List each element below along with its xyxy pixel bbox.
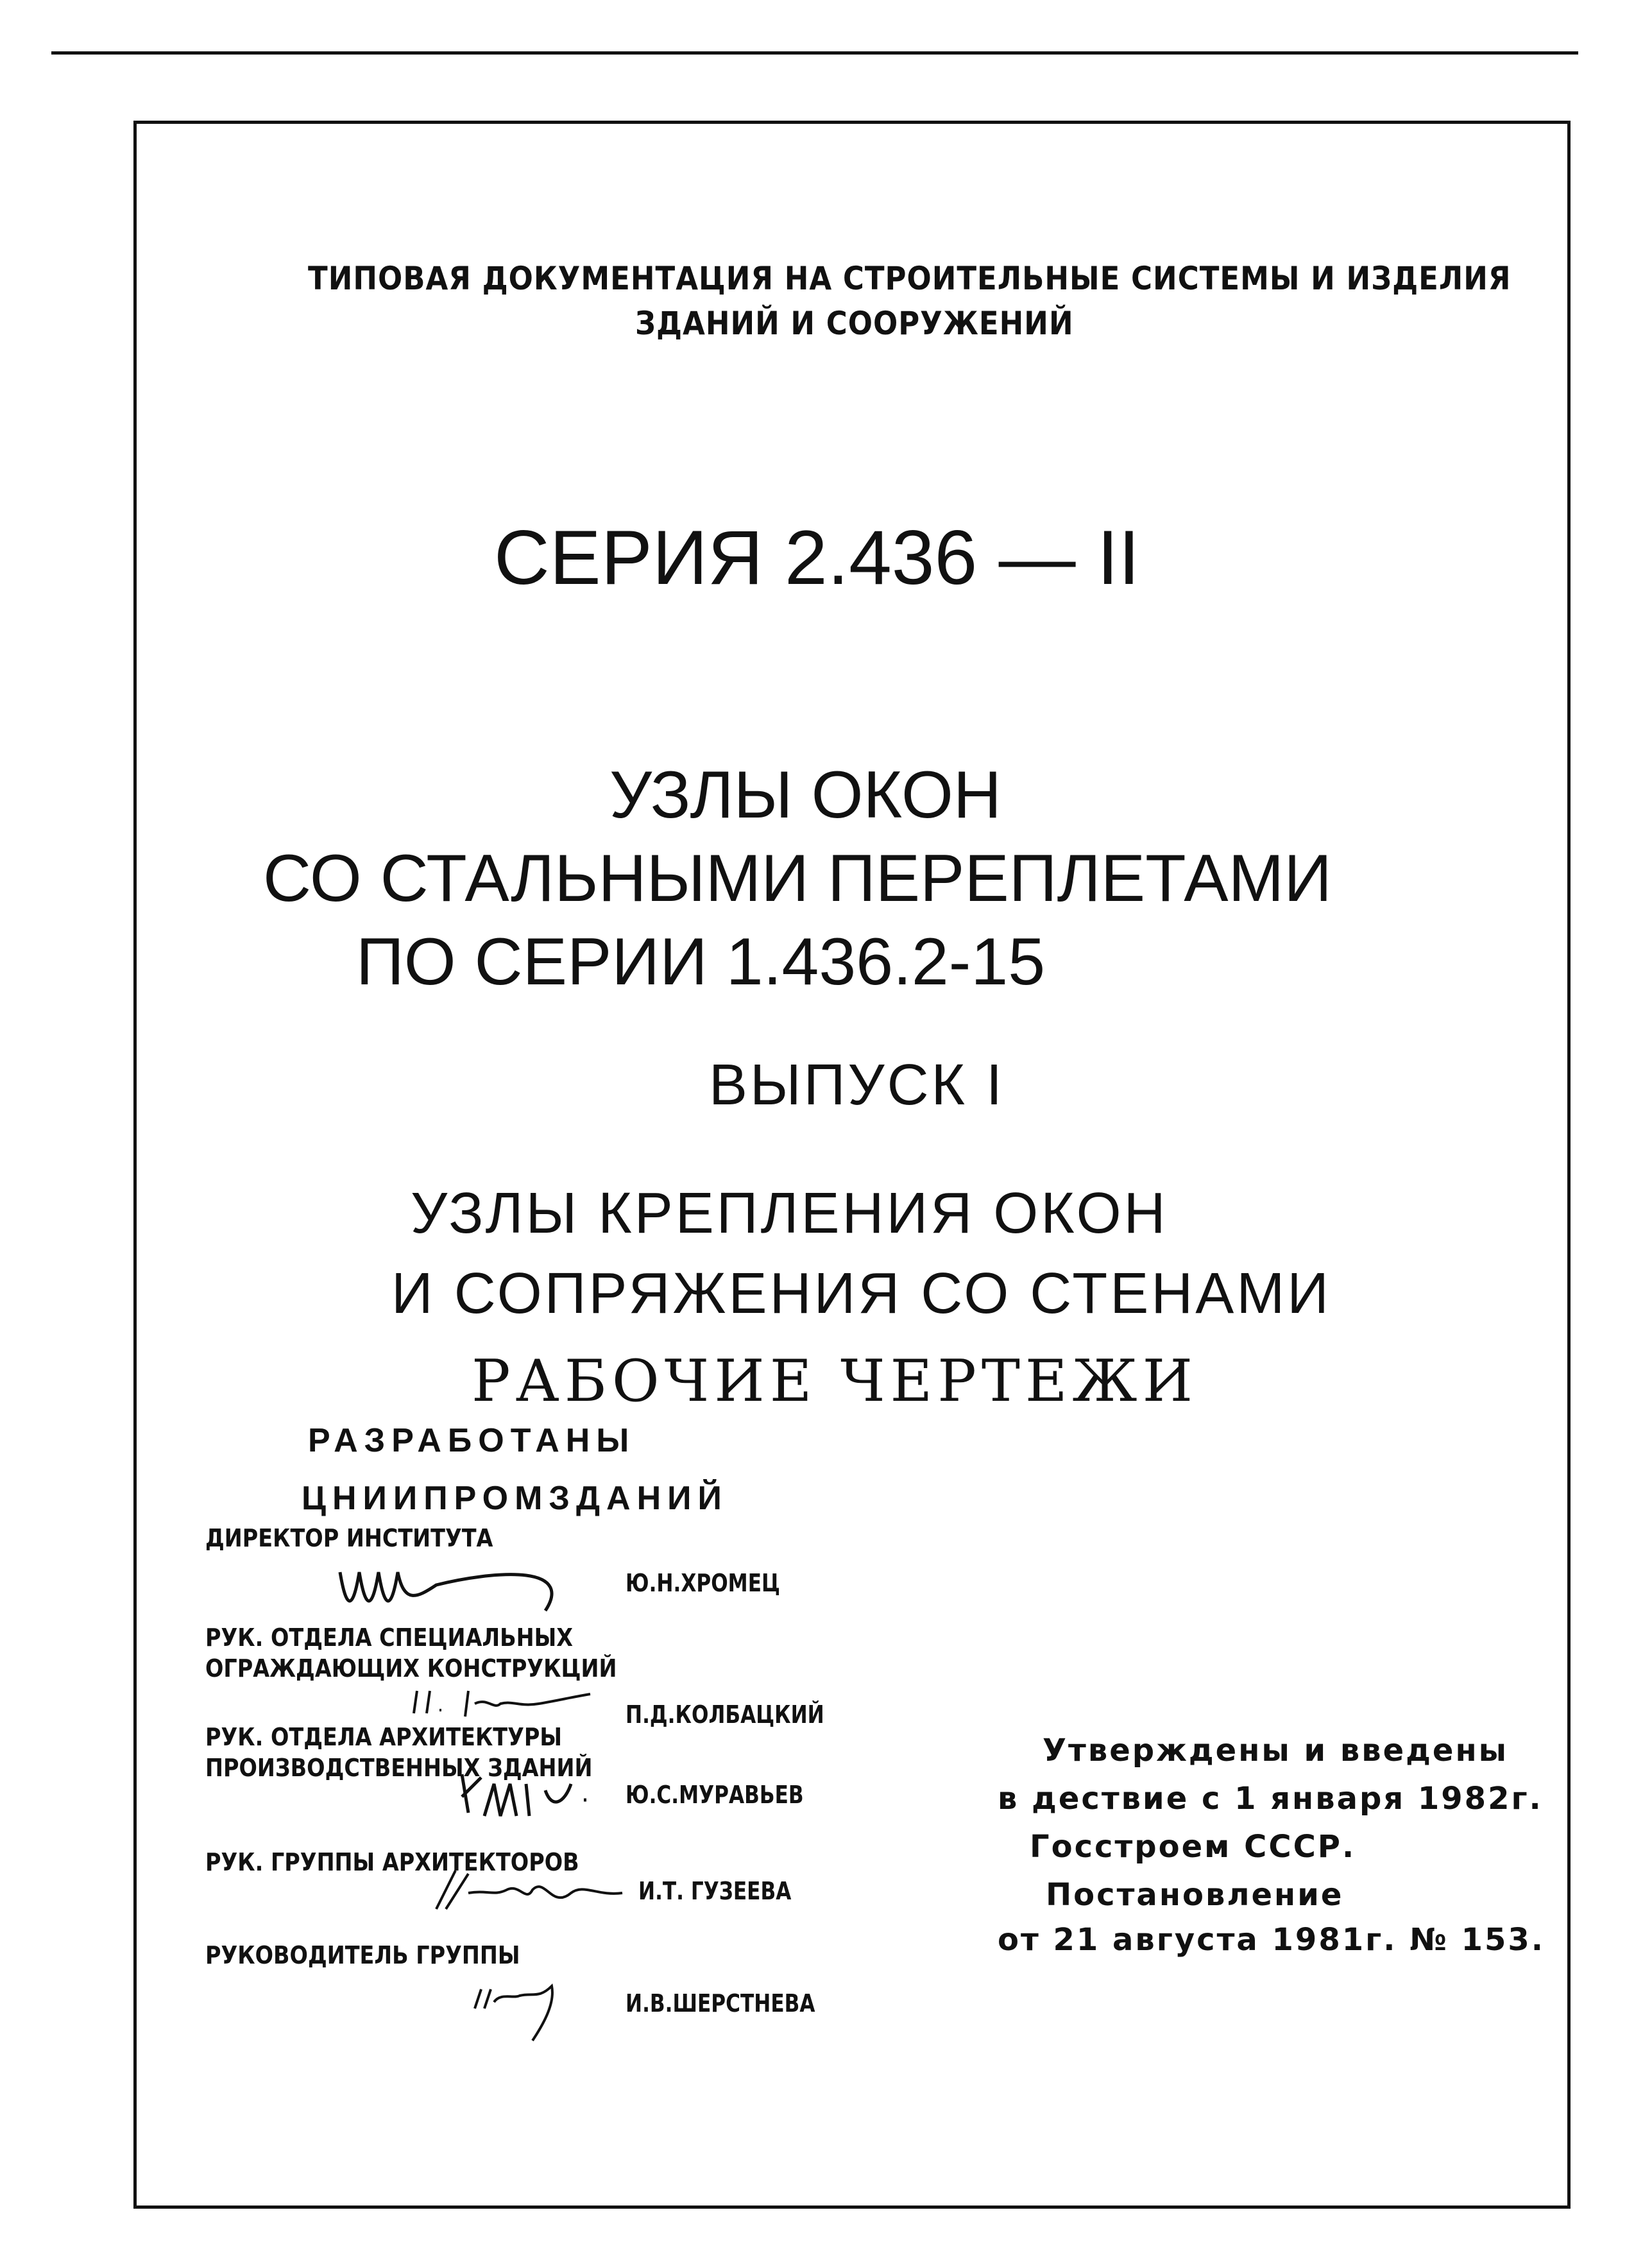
page-frame	[133, 121, 1571, 2209]
approval-line-1: Утверждены и введены	[1043, 1733, 1509, 1769]
series-number: СЕРИЯ 2.436 — II	[494, 515, 1140, 601]
subtitle-line-1: УЗЛЫ КРЕПЛЕНИЯ ОКОН	[411, 1181, 1168, 1246]
signatory-1-role: ДИРЕКТОР ИНСТИТУТА	[205, 1524, 493, 1552]
signatory-2-name: П.Д.КОЛБАЦКИЙ	[626, 1700, 824, 1729]
title-line-3: ПО СЕРИИ 1.436.2-15	[356, 925, 1046, 999]
developer-org: ЦНИИПРОМЗДАНИЙ	[302, 1480, 728, 1517]
approval-line-2: в дествие с 1 января 1982г.	[998, 1781, 1543, 1817]
title-line-2: СО СТАЛЬНЫМИ ПЕРЕПЛЕТАМИ	[263, 841, 1332, 916]
signatory-4-role: РУК. ГРУППЫ АРХИТЕКТОРОВ	[205, 1848, 579, 1876]
approval-line-5: от 21 августа 1981г. № 153.	[998, 1922, 1546, 1958]
signatory-5-role: РУКОВОДИТЕЛЬ ГРУППЫ	[205, 1941, 520, 1969]
signature-4	[423, 1864, 629, 1922]
signature-1	[334, 1546, 584, 1617]
title-line-1: УЗЛЫ ОКОН	[609, 758, 1001, 832]
signatory-4-name: И.Т. ГУЗЕЕВА	[638, 1877, 792, 1905]
signatory-3-role-line-2: ПРОИЗВОДСТВЕННЫХ ЗДАНИЙ	[205, 1754, 593, 1782]
signature-3	[456, 1765, 590, 1822]
signatory-2-role-line-1: РУК. ОТДЕЛА СПЕЦИАЛЬНЫХ	[205, 1623, 574, 1652]
signatory-5-name: И.В.ШЕРСТНЕВА	[626, 1989, 815, 2017]
document-type: РАБОЧИЕ ЧЕРТЕЖИ	[472, 1348, 1198, 1415]
signatory-3-name: Ю.С.МУРАВЬЕВ	[626, 1781, 804, 1809]
signatory-3-role-line-1: РУК. ОТДЕЛА АРХИТЕКТУРЫ	[205, 1723, 563, 1751]
signature-2	[411, 1684, 597, 1723]
header-line-2: ЗДАНИЙ И СООРУЖЕНИЙ	[635, 305, 1074, 342]
signature-5	[462, 1964, 577, 2047]
approval-line-3: Госстроем СССР.	[1030, 1829, 1356, 1865]
issue-label: ВЫПУСК I	[709, 1053, 1005, 1117]
approval-line-4: Постановление	[1046, 1877, 1344, 1913]
signatory-2-role-line-2: ОГРАЖДАЮЩИХ КОНСТРУКЦИЙ	[205, 1654, 617, 1683]
top-rule	[51, 51, 1578, 55]
developed-label: РАЗРАБОТАНЫ	[308, 1422, 636, 1459]
subtitle-line-2: И СОПРЯЖЕНИЯ СО СТЕНАМИ	[391, 1262, 1331, 1326]
header-line-1: ТИПОВАЯ ДОКУМЕНТАЦИЯ НА СТРОИТЕЛЬНЫЕ СИСТЕМЫ И ИЗДЕЛИЯ	[308, 260, 1511, 297]
signatory-1-name: Ю.Н.ХРОМЕЦ	[626, 1569, 780, 1597]
